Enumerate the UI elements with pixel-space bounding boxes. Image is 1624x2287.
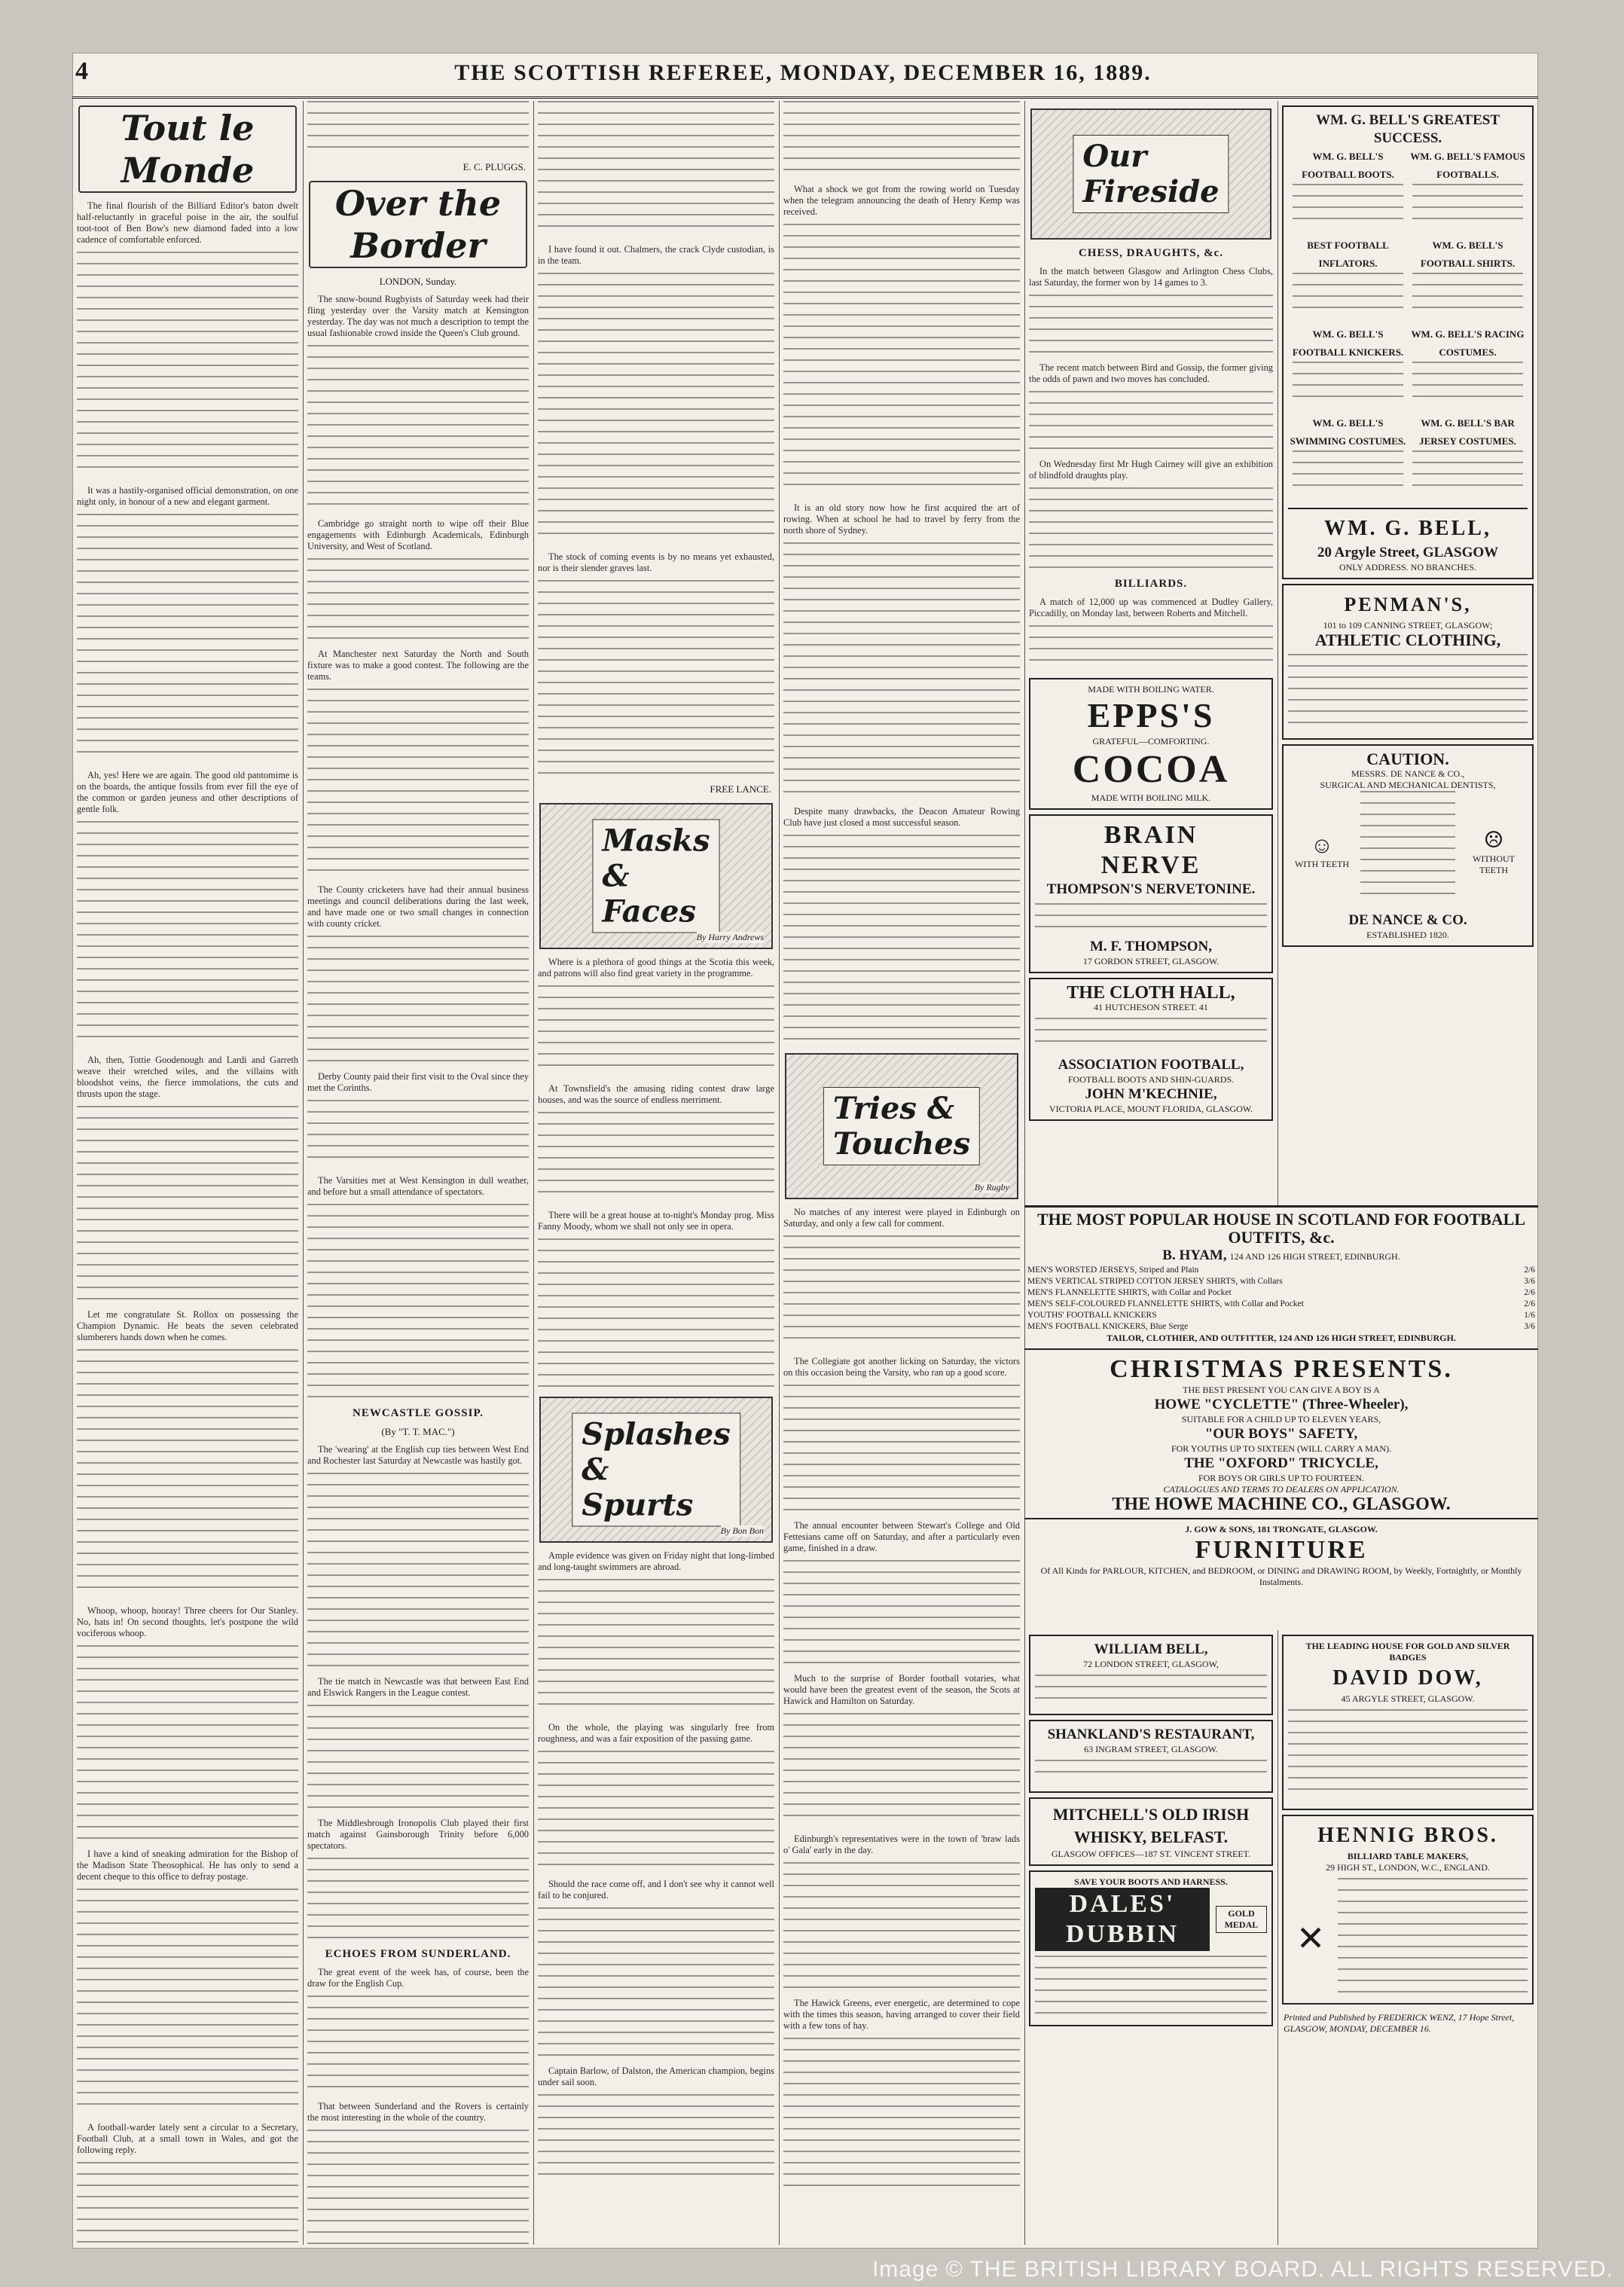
price-value: 2/6: [1524, 1299, 1535, 1308]
paragraph: Ah, then, Tottie Goodenough and Lardi and Garreth weave their wretched wiles, and the villains with bloodshot veins, the fierce immolations, the cuts and thrusts upon the stage.: [77, 1055, 298, 1099]
wide-advert-block: [1024, 1205, 1538, 1629]
price-row: [1024, 1287, 1538, 1299]
advert-heading: FURNITURE: [1195, 1536, 1368, 1564]
signature: E. C. PLUGGS.: [462, 161, 526, 173]
paragraph: The 'wearing' at the English cup ties between West End and Rochester last Saturday at Newcastle was hastily got.: [307, 1444, 529, 1466]
advert-firm: MESSRS. DE NANCE & CO.,: [1351, 768, 1465, 779]
column-tout-le-monde: [72, 101, 304, 2245]
advert-item: WM. G. BELL'S RACING COSTUMES.: [1411, 328, 1525, 358]
advert-firm: SHANKLAND'S RESTAURANT,: [1047, 1727, 1255, 1742]
text-block: [1412, 450, 1523, 496]
divider: [1024, 1348, 1538, 1350]
dales-dubbin-advert: [1029, 1870, 1273, 2026]
masthead: [72, 53, 1538, 99]
text-block: [307, 1473, 529, 1669]
advert-address: VICTORIA PLACE, MOUNT FLORIDA, GLASGOW.: [1049, 1104, 1253, 1114]
portrait-without-teeth-icon: ☹: [1483, 827, 1504, 853]
advert-address: 17 GORDON STREET, GLASGOW.: [1082, 956, 1220, 966]
paragraph: Should the race come off, and I don't see why it cannot well fail to be conjured.: [538, 1879, 774, 1901]
paragraph: It was a hastily-organised official demonstration, on one night only, in honour of a new and elegant garment.: [77, 485, 298, 507]
hyam-masthead: [1024, 1247, 1538, 1265]
crossed-cues-icon: ✕: [1296, 1919, 1326, 1958]
illustration-credit: By Bon Bon: [720, 1525, 764, 1536]
text-block: [1412, 362, 1523, 407]
paragraph: Despite many drawbacks, the Deacon Amateur Rowing Club have just closed a most successful season.: [783, 806, 1020, 828]
penman-advert: [1282, 584, 1534, 740]
paragraph: The tie match in Newcastle was that between East End and Elswick Rangers in the League contest.: [307, 1676, 529, 1698]
advert-firm: DE NANCE & CO.: [1348, 912, 1467, 928]
advert-note: MADE WITH BOILING MILK.: [1091, 792, 1211, 803]
text-block: [307, 1705, 529, 1810]
furniture-advert: [1024, 1524, 1538, 1588]
advert-firm: HENNIG BROS.: [1317, 1824, 1498, 1847]
text-block: [783, 2038, 1020, 2188]
portrait-with-teeth-icon: ☺: [1310, 832, 1334, 858]
paragraph: That between Sunderland and the Rovers is certainly the most interesting in the whole of the country.: [307, 2101, 529, 2123]
advert-address: 101 to 109 CANNING STREET, GLASGOW;: [1323, 620, 1493, 631]
paragraph: I have found it out. Chalmers, the crack Clyde custodian, is in the team.: [538, 244, 774, 266]
bell-product-grid: [1288, 148, 1528, 503]
text-block: [307, 1858, 529, 1940]
text-block: [1338, 1878, 1528, 1998]
paragraph: Ample evidence was given on Friday night that long-limbed and long-taught swimmers are abroad.: [538, 1550, 774, 1572]
price-item: MEN'S FLANNELETTE SHIRTS, with Collar and Pocket: [1027, 1288, 1232, 1297]
paragraph: At Manchester next Saturday the North and South fixture was to make a good contest. The following are the teams.: [307, 649, 529, 682]
de-nance-advert: [1282, 744, 1534, 947]
paragraph: The Middlesbrough Ironopolis Club played their first match against Gainsborough Trinity before 6,000 spectators.: [307, 1818, 529, 1851]
paragraph: Captain Barlow, of Dalston, the American champion, begins under sail soon.: [538, 2066, 774, 2087]
price-value: 3/6: [1524, 1322, 1535, 1331]
page-title: THE SCOTTISH REFEREE, MONDAY, DECEMBER 16, 1889.: [454, 60, 1152, 85]
text-block: [783, 1862, 1020, 1990]
advert-note: TAILOR, CLOTHIER, AND OUTFITTER, 124 AND 126 HIGH STREET, EDINBURGH.: [1107, 1333, 1456, 1343]
shankland-advert: [1029, 1720, 1273, 1793]
text-block: [307, 1204, 529, 1400]
paragraph: Ah, yes! Here we are again. The good old pantomime is on the boards, the antique fossils from ever fill the eye of the common or garden jeuness and other descriptions of gentle folk.: [77, 770, 298, 814]
text-block: [307, 2130, 529, 2245]
price-row: [1024, 1265, 1538, 1276]
paragraph: A football-warder lately sent a circular to a Secretary, Football Club, at a small town in Wales, and got the following reply.: [77, 2122, 298, 2155]
advert-text: Of All Kinds for PARLOUR, KITCHEN, and BEDROOM, or DINING and DRAWING ROOM, by Weekly, Fortnightly, or Monthly Instalments.: [1040, 1565, 1522, 1587]
text-block: [783, 1385, 1020, 1513]
paragraph: Much to the surprise of Border football votaries, what would have been the greatest event of the season, the Scots at Hawick and Hamilton on Saturday.: [783, 1673, 1020, 1706]
text-block: [1293, 450, 1403, 496]
text-block: [1035, 1675, 1267, 1705]
price-item: YOUTHS' FOOTBALL KNICKERS: [1027, 1311, 1157, 1320]
advert-item: WM. G. BELL'S FOOTBALL SHIRTS.: [1420, 240, 1516, 269]
text-block: [538, 1751, 774, 1871]
paragraph: The Hawick Greens, ever energetic, are determined to cope with the times this season, having arranged to cover their field with a few tons of hay.: [783, 1998, 1020, 2031]
section-subhead: NEWCASTLE GOSSIP.: [352, 1407, 484, 1419]
illustration-credit: By Rugby: [974, 1182, 1009, 1192]
advert-line: THE BEST PRESENT YOU CAN GIVE A BOY IS A: [1183, 1385, 1380, 1395]
advert-item: WM. G. BELL'S SWIMMING COSTUMES.: [1290, 417, 1406, 447]
text-block: [1360, 791, 1455, 904]
text-block: [1293, 362, 1403, 407]
illustration-credit: By Harry Andrews: [696, 932, 764, 942]
hennig-bros-advert: [1282, 1815, 1534, 2005]
text-block: [1412, 273, 1523, 318]
advert-product: THOMPSON'S NERVETONINE.: [1046, 881, 1256, 897]
cloth-hall-advert: [1029, 978, 1273, 1121]
advert-line: CATALOGUES AND TERMS TO DEALERS ON APPLICATION.: [1163, 1484, 1400, 1495]
portrait-caption: WITHOUT TEETH: [1473, 853, 1515, 875]
advert-note: ESTABLISHED 1820.: [1366, 930, 1449, 940]
advert-heading: WM. G. BELL'S GREATEST SUCCESS.: [1315, 112, 1500, 146]
divider: [1288, 508, 1528, 509]
text-block: [307, 345, 529, 511]
text-block: [538, 985, 774, 1076]
advert-heading: ASSOCIATION FOOTBALL,: [1058, 1057, 1244, 1073]
advert-firm: PENMAN'S,: [1344, 594, 1472, 615]
text-block: [1029, 295, 1273, 355]
text-block: [1029, 487, 1273, 570]
text-block: [307, 689, 529, 877]
paragraph: Derby County paid their first visit to the Oval since they met the Corinths.: [307, 1071, 529, 1093]
advert-note: MADE WITH BOILING WATER.: [1088, 684, 1214, 695]
paragraph: The snow-bound Rugbyists of Saturday week had their fling yesterday over the Varsity match at Kensington yesterday. The day was not much a description to tempt the usual fashionable crowd inside the Queen's Club ground.: [307, 294, 529, 338]
advert-badge: GOLD MEDAL: [1216, 1906, 1267, 1933]
text-block: [783, 542, 1020, 798]
price-item: MEN'S FOOTBALL KNICKERS, Blue Serge: [1027, 1322, 1189, 1331]
advert-line: FOR BOYS OR GIRLS UP TO FOURTEEN.: [1198, 1473, 1365, 1483]
advert-item: WM. G. BELL'S BAR JERSEY COSTUMES.: [1419, 417, 1516, 447]
divider: [1024, 1518, 1538, 1519]
paragraph: Edinburgh's representatives were in the town of 'braw lads o' Gala' early in the day.: [783, 1834, 1020, 1855]
section-subhead: CHESS, DRAUGHTS, &c.: [1078, 247, 1224, 259]
price-item: MEN'S WORSTED JERSEYS, Striped and Plain: [1027, 1266, 1199, 1275]
text-block: [77, 252, 298, 478]
illustration-title: Masks & Faces: [593, 820, 720, 933]
advert-line: HOWE "CYCLETTE" (Three-Wheeler),: [1154, 1397, 1409, 1412]
text-block: [538, 1907, 774, 2058]
price-value: 1/6: [1524, 1311, 1535, 1320]
text-block: [77, 1106, 298, 1302]
advert-item: WM. G. BELL'S FOOTBALL BOOTS.: [1302, 151, 1394, 180]
text-block: [783, 1560, 1020, 1666]
illustration-title: Tries & Touches: [823, 1087, 980, 1165]
advert-address: 41 HUTCHESON STREET. 41: [1094, 1002, 1208, 1012]
text-block: [77, 2162, 298, 2245]
text-block: [1412, 184, 1523, 229]
paragraph: At Townsfield's the amusing riding contest draw large houses, and was the source of endless merriment.: [538, 1083, 774, 1105]
illustration-title: Our Fireside: [1073, 135, 1229, 213]
tries-and-touches-illustration: [785, 1053, 1018, 1199]
text-block: [783, 1713, 1020, 1826]
bell-advert: [1282, 105, 1534, 579]
price-row: [1024, 1321, 1538, 1333]
advert-firm: B. HYAM,: [1162, 1247, 1227, 1263]
advert-note: SAVE YOUR BOOTS AND HARNESS.: [1074, 1876, 1228, 1887]
advert-firm: THE HOWE MACHINE CO., GLASGOW.: [1112, 1495, 1451, 1514]
william-bell-advert: [1029, 1635, 1273, 1715]
column-rowing-and-rugby: [779, 101, 1025, 2245]
advert-line: SUITABLE FOR A CHILD UP TO ELEVEN YEARS,: [1181, 1414, 1381, 1424]
advert-heading: CHRISTMAS PRESENTS.: [1110, 1355, 1453, 1383]
text-block: [77, 1349, 298, 1598]
text-block: [307, 1995, 529, 2093]
advert-firm: WILLIAM BELL,: [1094, 1641, 1208, 1657]
text-block: [77, 821, 298, 1047]
text-block: [783, 1235, 1020, 1348]
advert-note: FOOTBALL BOOTS AND SHIN-GUARDS.: [1067, 1074, 1235, 1085]
advert-address: 29 HIGH ST., LONDON, W.C., ENGLAND.: [1326, 1862, 1490, 1873]
advert-address: 63 INGRAM STREET, GLASGOW.: [1084, 1744, 1218, 1754]
text-block: [1293, 273, 1403, 318]
text-block: [1288, 654, 1528, 729]
masks-and-faces-illustration: [539, 803, 773, 949]
advert-heading: THE LEADING HOUSE FOR GOLD AND SILVER BADGES: [1305, 1641, 1510, 1663]
advert-item: WM. G. BELL'S FOOTBALL KNICKERS.: [1292, 328, 1404, 358]
column-sports-notes: [533, 101, 780, 2245]
paragraph: The annual encounter between Stewart's College and Old Fettesians came off on Saturday, and after a particularly even game, finished in a draw.: [783, 1520, 1020, 1553]
our-fireside-illustration: [1030, 108, 1271, 240]
paragraph: On Wednesday first Mr Hugh Cairney will give an exhibition of blindfold draughts play.: [1029, 459, 1273, 481]
paragraph: Where is a plethora of good things at the Scotia this week, and patrons will also find great variety in the programme.: [538, 957, 774, 979]
signature: FREE LANCE.: [710, 783, 771, 795]
advert-firm: J. GOW & SONS, 181 TRONGATE, GLASGOW.: [1185, 1524, 1378, 1534]
page-number: 4: [75, 57, 88, 85]
text-block: [1029, 625, 1273, 670]
text-block: [1035, 1956, 1267, 2016]
advert-address: 20 Argyle Street, GLASGOW: [1317, 545, 1499, 560]
advert-line: NERVE: [1100, 851, 1201, 879]
text-block: [538, 101, 774, 237]
portrait-caption: WITH TEETH: [1294, 858, 1350, 869]
advert-brand: EPPS'S: [1087, 696, 1215, 734]
paragraph: On the whole, the playing was singularly free from roughness, and was a fair exposition of the passing game.: [538, 1722, 774, 1744]
price-value: 2/6: [1524, 1288, 1535, 1297]
text-block: [1029, 391, 1273, 451]
text-block: [1293, 184, 1403, 229]
text-block: [538, 580, 774, 776]
price-item: MEN'S SELF-COLOURED FLANNELETTE SHIRTS, with Collar and Pocket: [1027, 1299, 1304, 1308]
text-block: [1288, 1709, 1528, 1800]
advert-owner: JOHN M'KECHNIE,: [1085, 1086, 1217, 1102]
advert-line: THE "OXFORD" TRICYCLE,: [1184, 1455, 1378, 1471]
advert-line: BRAIN: [1104, 821, 1198, 849]
section-subhead: BILLIARDS.: [1114, 578, 1188, 590]
paragraph: The final flourish of the Billiard Editor's baton dwelt half-reluctantly in graceful poise in the air, the soulful toot-toot of Ben Bow's new diamond faded into a low cadence of comfortable enforced.: [77, 200, 298, 245]
advert-firm: WM. G. BELL,: [1324, 517, 1491, 540]
hennig-body: [1288, 1878, 1528, 1998]
advert-firm: THE CLOTH HALL,: [1067, 983, 1235, 1003]
dales-logo-row: [1035, 1888, 1267, 1951]
price-value: 2/6: [1524, 1266, 1535, 1275]
advert-brand: DALES' DUBBIN: [1035, 1888, 1210, 1951]
paragraph: The stock of coming events is by no means yet exhausted, nor is their slender graves last.: [538, 551, 774, 573]
advert-address: 45 ARGYLE STREET, GLASGOW.: [1341, 1693, 1475, 1704]
advert-product: COCOA: [1072, 748, 1230, 791]
advert-sub: BILLIARD TABLE MAKERS,: [1347, 1851, 1469, 1861]
column-bell-penman-ads: [1278, 101, 1538, 1205]
printer-imprint: Printed and Published by FREDERICK WENZ, 17 Hope Street, GLASGOW, MONDAY, DECEMBER 16.: [1284, 2012, 1515, 2034]
text-block: [1035, 1760, 1267, 1782]
advert-seller: M. F. THOMPSON,: [1089, 939, 1213, 954]
advert-tagline: GRATEFUL—COMFORTING.: [1092, 736, 1210, 747]
text-block: [538, 1238, 774, 1389]
paragraph: The County cricketers have had their annual business meetings and council deliberations during the last week, and have made one or two small changes in connection with county cricket.: [307, 884, 529, 929]
price-list: [1024, 1265, 1538, 1333]
advert-firm: DAVID DOW,: [1332, 1666, 1483, 1690]
advert-note: SURGICAL AND MECHANICAL DENTISTS,: [1320, 780, 1496, 790]
advert-brand: MITCHELL'S OLD IRISH WHISKY, BELFAST.: [1052, 1805, 1250, 1846]
column-heading: Over the Border: [309, 181, 527, 268]
advert-address: 124 AND 126 HIGH STREET, EDINBURGH.: [1229, 1251, 1400, 1262]
lower-right-adverts: [1278, 1630, 1538, 2245]
text-block: [538, 2094, 774, 2185]
mitchell-whisky-advert: [1029, 1797, 1273, 1866]
text-block: [77, 1889, 298, 2114]
paragraph: The recent match between Bird and Gossip, the former giving the odds of pawn and two moves has concluded.: [1029, 362, 1273, 384]
paragraph: A match of 12,000 up was commenced at Dudley Gallery, Piccadilly, on Monday last, between Roberts and Mitchell.: [1029, 597, 1273, 618]
text-block: [538, 273, 774, 544]
david-dow-advert: [1282, 1635, 1534, 1810]
lower-left-adverts: [1024, 1630, 1278, 2245]
advert-heading: CAUTION.: [1366, 750, 1449, 768]
price-row: [1024, 1276, 1538, 1287]
advert-item: WM. G. BELL'S FAMOUS FOOTBALLS.: [1410, 151, 1525, 180]
advert-heading: THE MOST POPULAR HOUSE IN SCOTLAND FOR FOOTBALL OUTFITS, &c.: [1036, 1210, 1526, 1247]
paragraph: Cambridge go straight north to wipe off their Blue engagements with Edinburgh Academicals, Edinburgh University, and West of Scotland.: [307, 518, 529, 551]
image-credit: Image © THE BRITISH LIBRARY BOARD. ALL RIGHTS RESERVED.: [872, 2257, 1613, 2282]
newspaper-page: [72, 53, 1538, 2249]
paragraph: It is an old story now how he first acquired the art of rowing. When at school he had to travel by ferry from the north shore of Sydney.: [783, 502, 1020, 536]
paragraph: There will be a great house at to-night's Monday prog. Miss Fanny Moody, whom we shall not only see in opera.: [538, 1210, 774, 1232]
text-block: [77, 1645, 298, 1841]
text-block: [1035, 1018, 1267, 1052]
column-heading: Tout le Monde: [78, 105, 297, 193]
paragraph: The Varsities met at West Kensington in dull weather, and before but a small attendance of spectators.: [307, 1175, 529, 1197]
price-row: [1024, 1299, 1538, 1310]
price-row: [1024, 1310, 1538, 1321]
advert-item: BEST FOOTBALL INFLATORS.: [1307, 240, 1389, 269]
paragraph: The great event of the week has, of course, been the draw for the English Cup.: [307, 1967, 529, 1989]
nervetonine-advert: [1029, 814, 1273, 973]
text-block: [307, 558, 529, 641]
section-subhead: ECHOES FROM SUNDERLAND.: [325, 1948, 511, 1960]
paragraph: What a shock we got from the rowing world on Tuesday when the telegram announcing the death of Henry Kemp was received.: [783, 184, 1020, 217]
text-block: [783, 224, 1020, 495]
text-block: [307, 936, 529, 1064]
paragraph: In the match between Glasgow and Arlington Chess Clubs, last Saturday, the former won by 14 games to 3.: [1029, 266, 1273, 288]
text-block: [538, 1579, 774, 1714]
text-block: [783, 835, 1020, 1046]
price-value: 3/6: [1524, 1277, 1535, 1286]
text-block: [77, 514, 298, 762]
paragraph: No matches of any interest were played in Edinburgh on Saturday, and only a few call for comment.: [783, 1207, 1020, 1229]
byline: (By "T. T. MAC."): [381, 1426, 455, 1437]
paragraph: The Collegiate got another licking on Saturday, the victors on this occasion being the Varsity, who ran up a good score.: [783, 1356, 1020, 1378]
paragraph: I have a kind of sneaking admiration for the Bishop of the Madison State Theosophical. He has only to send a decent cheque to this office to defray postage.: [77, 1849, 298, 1882]
teeth-comparison: [1288, 791, 1528, 911]
illustration-title: Splashes & Spurts: [572, 1413, 740, 1527]
advert-address: 72 LONDON STREET, GLASGOW,: [1083, 1659, 1219, 1669]
epps-cocoa-advert: [1029, 678, 1273, 810]
text-block: [307, 1100, 529, 1168]
column-over-the-border: [303, 101, 534, 2245]
dateline: LONDON, Sunday.: [379, 276, 457, 287]
paragraph: Let me congratulate St. Rollox on possessing the Champion Dynamic. He beats the seven celebrated slumberers hands down when he comes.: [77, 1309, 298, 1342]
text-block: [783, 101, 1020, 176]
column-fireside-and-ads: [1024, 101, 1278, 1205]
advert-line: FOR YOUTHS UP TO SIXTEEN (WILL CARRY A MAN).: [1171, 1443, 1392, 1454]
advert-line: "OUR BOYS" SAFETY,: [1204, 1426, 1358, 1442]
paragraph: Whoop, whoop, hooray! Three cheers for Our Stanley. No, hats in! On second thoughts, let's postpone the wild vociferous whoop.: [77, 1605, 298, 1638]
text-block: [538, 1112, 774, 1202]
splashes-and-spurts-illustration: [539, 1397, 773, 1543]
advert-heading: ATHLETIC CLOTHING,: [1314, 631, 1501, 649]
text-block: [1035, 903, 1267, 933]
text-block: [307, 101, 529, 154]
advert-address: GLASGOW OFFICES—187 ST. VINCENT STREET.: [1051, 1849, 1251, 1859]
advert-note: ONLY ADDRESS. NO BRANCHES.: [1339, 562, 1477, 573]
price-item: MEN'S VERTICAL STRIPED COTTON JERSEY SHIRTS, with Collars: [1027, 1277, 1283, 1286]
christmas-advert: [1024, 1354, 1538, 1513]
